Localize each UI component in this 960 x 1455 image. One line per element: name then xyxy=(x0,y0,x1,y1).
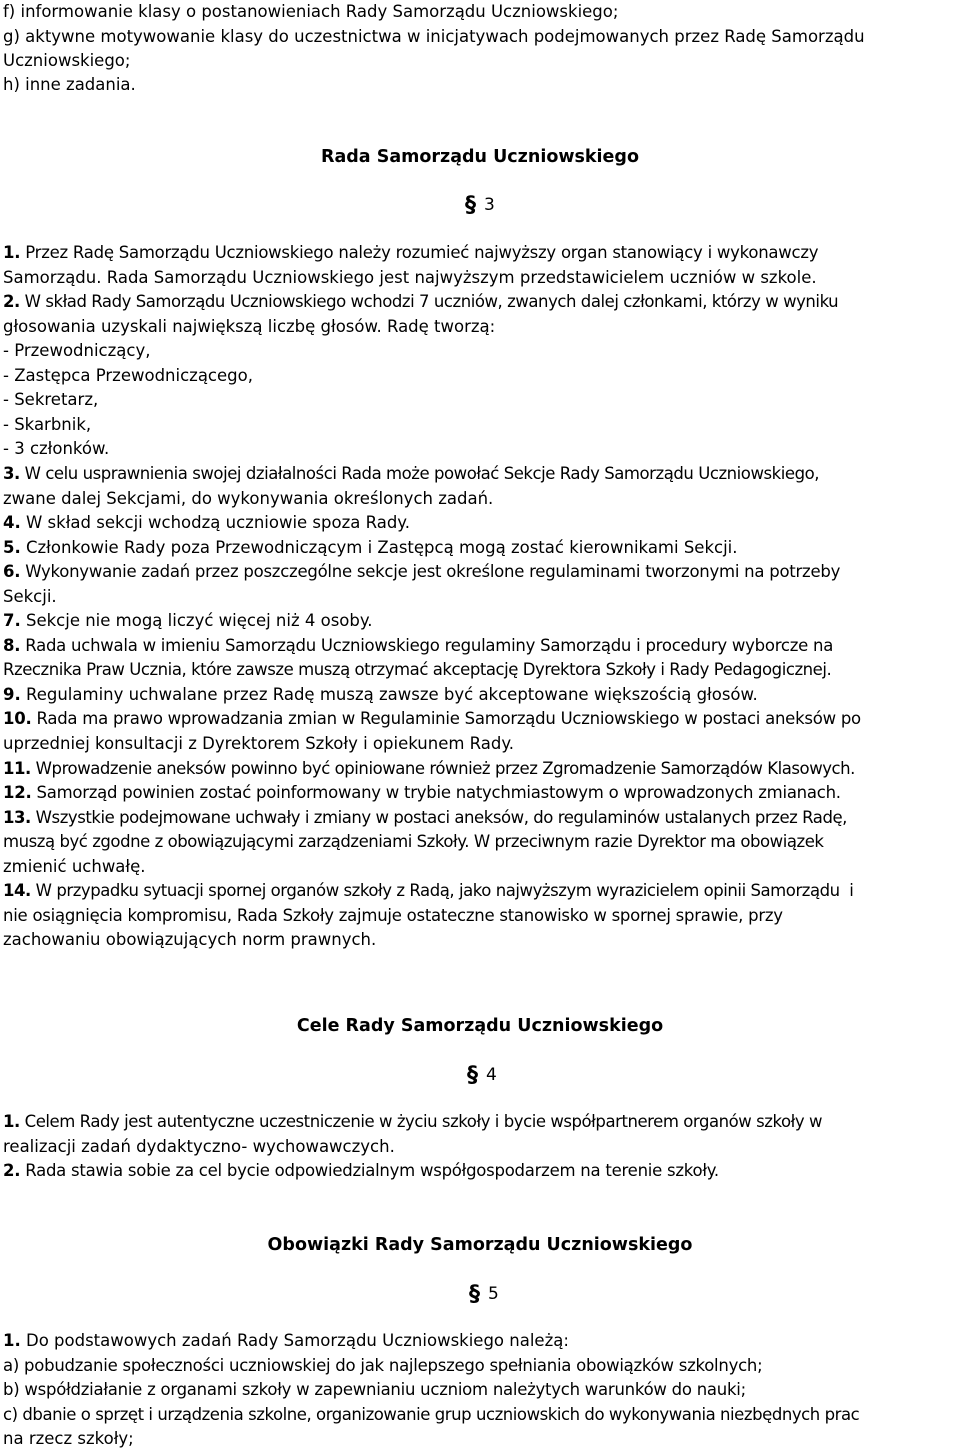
item-text: W skład Rady Samorządu Uczniowskiego wchodzi 7 uczniów, zwanych dalej członkami, którzy w wyniku xyxy=(19,292,839,312)
item-text: a) pobudzanie społeczności uczniowskiej do jak najlepszego spełniania obowiązków szkolnych; xyxy=(3,1355,763,1375)
numbered-item xyxy=(3,512,410,534)
item-number: 2. xyxy=(3,292,20,312)
item-number: 11. xyxy=(3,758,31,778)
item-text: W skład sekcji wchodzą uczniowie spoza Rady. xyxy=(20,513,410,533)
paragraph-line xyxy=(3,1355,762,1377)
item-text: b) współdziałanie z organami szkoły w zapewnianiu uczniom należytych warunków do nauki; xyxy=(3,1380,746,1399)
item-text: - Sekretarz, xyxy=(3,390,99,410)
item-number: 5. xyxy=(3,537,21,557)
item-text: Członkowie Rady poza Przewodniczącym i Zastępcą mogą zostać kierownikami Sekcji. xyxy=(20,537,738,557)
item-text: nie osiągnięcia kompromisu, Rada Szkoły zajmuje ostateczne stanowisko w spornej sprawie, przy xyxy=(3,905,783,925)
item-text: uprzedniej konsultacji z Dyrektorem Szkoły i opiekunem Rady. xyxy=(3,734,515,753)
item-text: Rzecznika Praw Ucznia, które zawsze muszą otrzymać akceptację Dyrektora Szkoły i Rady Pedagogicznej. xyxy=(3,660,832,680)
item-text: Celem Rady jest autentyczne uczestniczenie w życiu szkoły i bycie współpartnerem organów szkoły w xyxy=(19,1112,823,1131)
item-number: 6. xyxy=(3,562,21,582)
item-number: 3. xyxy=(3,463,20,483)
paragraph-line xyxy=(3,389,98,411)
paragraph-line xyxy=(3,1379,746,1401)
paragraph-line xyxy=(3,340,151,362)
item-number: 14. xyxy=(3,881,31,901)
item-text: Regulaminy uchwalane przez Radę muszą zawsze być akceptowane większością głosów. xyxy=(20,684,758,704)
item-text: Rada uchwala w imieniu Samorządu Uczniowskiego regulaminy Samorządu i procedury wyborcze na xyxy=(20,635,834,655)
item-number: 10. xyxy=(3,709,32,729)
item-text: Do podstawowych zadań Rady Samorządu Uczniowskiego należą: xyxy=(20,1331,569,1350)
section-marker xyxy=(465,192,495,217)
item-text: - 3 członków. xyxy=(3,439,110,459)
section-heading: Obowiązki Rady Samorządu Uczniowskiego xyxy=(267,1235,693,1255)
numbered-item xyxy=(3,1330,569,1352)
item-number: 1. xyxy=(3,1331,21,1350)
section-heading: Rada Samorządu Uczniowskiego xyxy=(321,147,639,167)
item-text: - Skarbnik, xyxy=(3,414,92,434)
item-text: c) dbanie o sprzęt i urządzenia szkolne, organizowanie grup uczniowskich do wykonywania niezbędnych prac xyxy=(3,1404,860,1424)
item-number: 1. xyxy=(3,243,21,262)
paragraph-line xyxy=(3,1428,134,1450)
item-text: - Przewodniczący, xyxy=(3,341,151,361)
item-number: 4. xyxy=(3,513,21,533)
paragraph-line xyxy=(3,1404,859,1426)
item-text: Wprowadzenie aneksów powinno być opiniowane również przez Zgromadzenie Samorządów Klasowych. xyxy=(30,758,855,778)
numbered-item xyxy=(3,758,855,780)
item-text: Samorząd powinien zostać poinformowany w trybie natychmiastowym o wprowadzonych zmianach. xyxy=(31,783,841,803)
item-text: zmienić uchwałę. xyxy=(3,856,146,876)
item-number: 9. xyxy=(3,684,21,704)
paragraph-line xyxy=(3,856,146,878)
section-heading: Cele Rady Samorządu Uczniowskiego xyxy=(296,1016,664,1036)
paragraph-line xyxy=(3,831,824,853)
paragraph-line xyxy=(3,365,253,387)
numbered-item xyxy=(3,463,819,485)
section-number: 3 xyxy=(484,195,495,215)
numbered-item xyxy=(3,880,853,902)
paragraph-line: f) informowanie klasy o postanowieniach Rady Samorządu Uczniowskiego; xyxy=(3,2,619,21)
numbered-item xyxy=(3,1160,719,1182)
section-number: 5 xyxy=(488,1284,499,1304)
paragraph-line xyxy=(3,905,783,927)
numbered-item xyxy=(3,610,373,632)
numbered-item xyxy=(3,291,838,313)
paragraph-line xyxy=(3,267,817,289)
numbered-item xyxy=(3,561,840,583)
paragraph-line xyxy=(3,316,495,338)
paragraph-line xyxy=(3,414,91,436)
numbered-item xyxy=(3,782,841,804)
numbered-item xyxy=(3,1111,822,1133)
numbered-item xyxy=(3,242,818,264)
item-number: 7. xyxy=(3,611,21,631)
paragraph-line xyxy=(3,488,493,510)
item-text: Wszystkie podejmowane uchwały i zmiany w postaci aneksów, do regulaminów ustalanych przez Radę, xyxy=(30,807,847,827)
paragraph-line xyxy=(3,1136,395,1158)
item-text: W przypadku sytuacji spornej organów szkoły z Radą, jako najwyższym wyrazicielem opinii Samorządu i xyxy=(30,881,854,901)
numbered-item xyxy=(3,708,861,730)
paragraph-line xyxy=(3,438,109,460)
item-number: 1. xyxy=(3,1112,20,1131)
item-text: Rada stawia sobie za cel bycie odpowiedzialnym współgospodarzem na terenie szkoły. xyxy=(20,1161,719,1180)
item-text: Samorządu. Rada Samorządu Uczniowskiego jest najwyższym przedstawicielem uczniów w szkole. xyxy=(3,267,817,287)
item-text: Sekcje nie mogą liczyć więcej niż 4 osoby. xyxy=(20,611,373,631)
item-text: W celu usprawnienia swojej działalności Rada może powołać Sekcje Rady Samorządu Uczniowskiego, xyxy=(19,463,820,483)
section-marker xyxy=(469,1281,499,1306)
item-text: muszą być zgodne z obowiązującymi zarządzeniami Szkoły. W przeciwnym razie Dyrektor ma obowiązek xyxy=(3,832,824,852)
item-number: 13. xyxy=(3,807,31,827)
paragraph-line xyxy=(3,586,57,608)
item-text: Przez Radę Samorządu Uczniowskiego należy rozumieć najwyższy organ stanowiący i wykonawczy xyxy=(20,243,819,262)
item-text: realizacji zadań dydaktyczno- wychowawczych. xyxy=(3,1136,395,1156)
item-text: Wykonywanie zadań przez poszczególne sekcje jest określone regulaminami tworzonymi na potrzeby xyxy=(20,562,841,582)
paragraph-line: h) inne zadania. xyxy=(3,75,136,94)
item-text: Sekcji. xyxy=(3,586,57,606)
item-text: zwane dalej Sekcjami, do wykonywania określonych zadań. xyxy=(3,488,494,508)
item-text: Rada ma prawo wprowadzania zmian w Regulaminie Samorządu Uczniowskiego w postaci aneksów po xyxy=(31,709,861,729)
item-number: 12. xyxy=(3,783,32,803)
numbered-item xyxy=(3,635,833,657)
numbered-item xyxy=(3,537,738,559)
item-text: zachowaniu obowiązujących norm prawnych. xyxy=(3,930,377,950)
section-sign-icon: § xyxy=(467,1063,478,1088)
paragraph-line xyxy=(3,733,514,755)
item-text: głosowania uzyskali największą liczbę głosów. Radę tworzą: xyxy=(3,316,496,336)
section-sign-icon: § xyxy=(469,1282,480,1307)
paragraph-line: g) aktywne motywowanie klasy do uczestnictwa w inicjatywach podejmowanych przez Radę Samorządu xyxy=(3,27,865,46)
numbered-item xyxy=(3,807,847,829)
paragraph-line: Uczniowskiego; xyxy=(3,51,131,70)
item-text: na rzecz szkoły; xyxy=(3,1429,134,1448)
section-number: 4 xyxy=(486,1065,497,1085)
item-number: 8. xyxy=(3,635,21,655)
numbered-item xyxy=(3,684,758,706)
paragraph-line xyxy=(3,929,376,951)
section-marker xyxy=(467,1062,497,1087)
item-text: - Zastępca Przewodniczącego, xyxy=(3,365,253,385)
paragraph-line xyxy=(3,659,831,681)
item-number: 2. xyxy=(3,1161,21,1180)
section-sign-icon: § xyxy=(465,193,476,218)
